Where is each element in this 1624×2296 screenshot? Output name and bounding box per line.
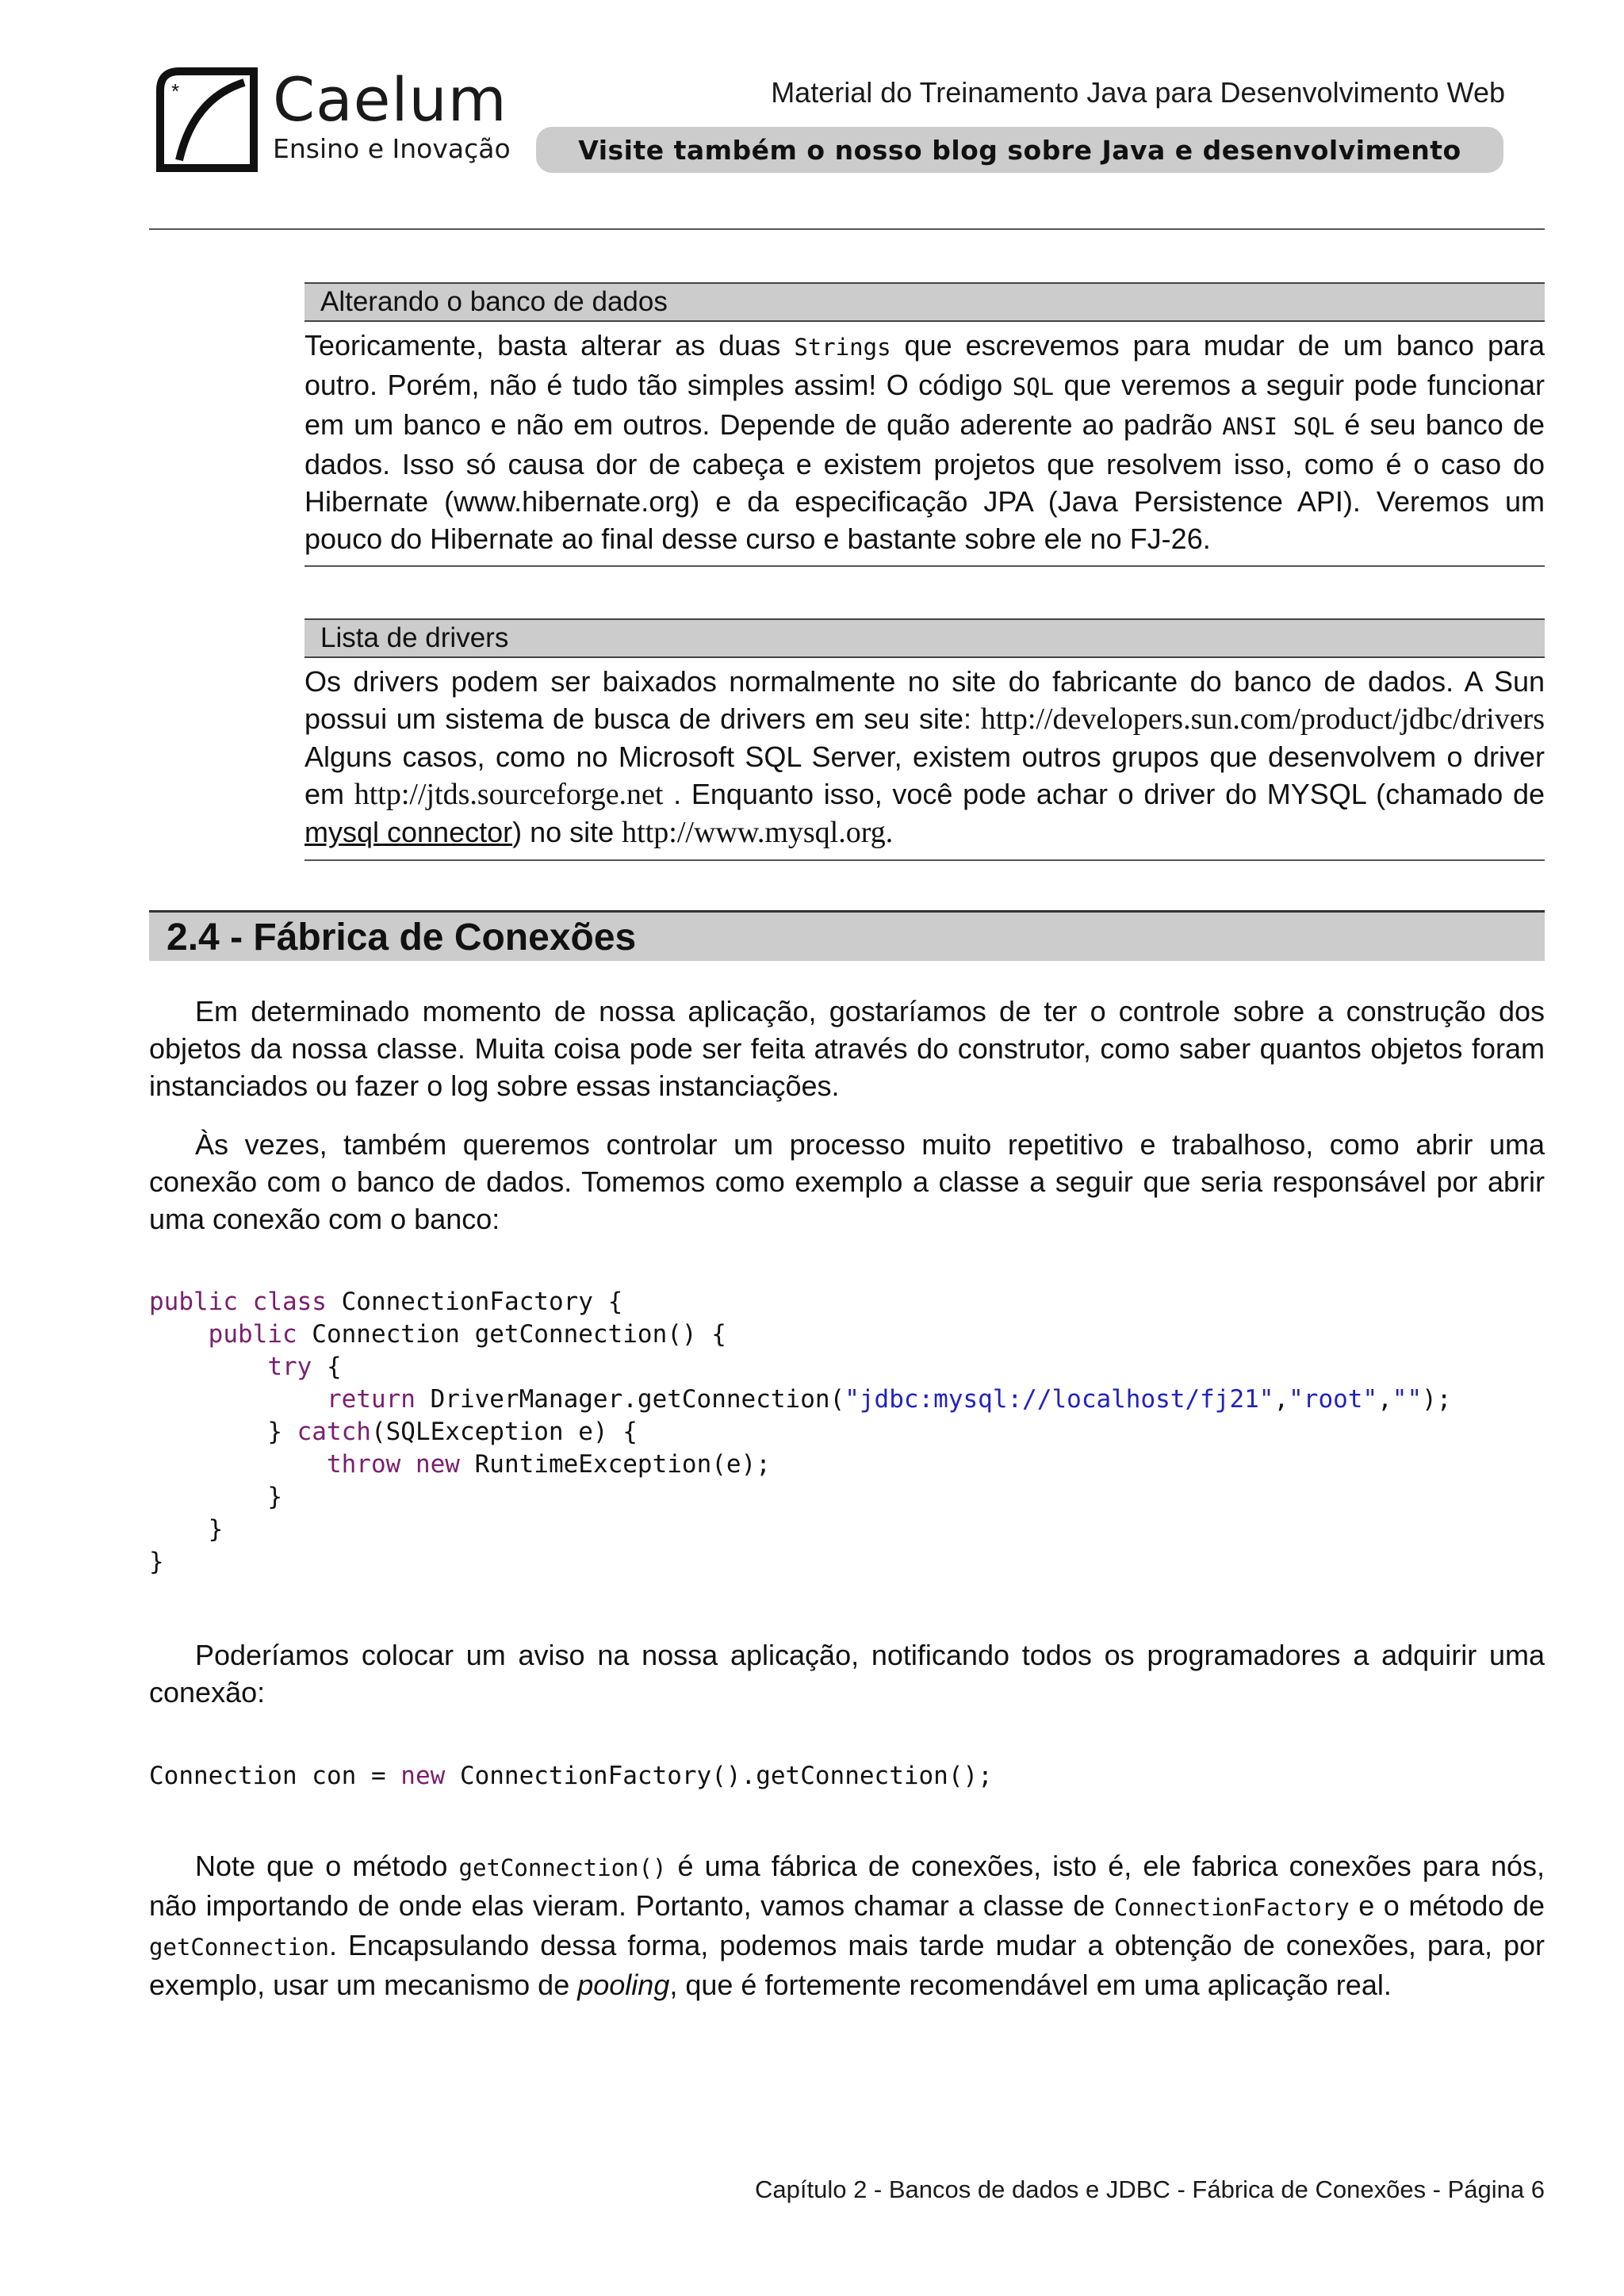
caelum-logo bbox=[155, 64, 511, 173]
link-sun-drivers[interactable]: http://developers.sun.com/product/jdbc/drivers bbox=[980, 702, 1545, 736]
svg-text:*: * bbox=[171, 79, 180, 103]
link-jtds[interactable]: http://jtds.sourceforge.net bbox=[354, 778, 664, 811]
note-box-database bbox=[304, 282, 1545, 567]
section-heading: 2.4 - Fábrica de Conexões bbox=[149, 910, 1545, 961]
inline-code: Strings bbox=[794, 334, 891, 361]
inline-code: ANSI SQL bbox=[1222, 413, 1335, 440]
paragraph-2: Às vezes, também queremos controlar um processo muito repetitivo e trabalhoso, como abrir uma conexão com o banco de dados. Tomemos como exemplo a classe a seguir que seria responsável por abrir uma conexão com o banco: bbox=[149, 1128, 1545, 1235]
inline-code: getConnection bbox=[149, 1934, 329, 1961]
note-box-drivers bbox=[304, 618, 1545, 861]
logo-name: Caelum bbox=[273, 64, 508, 135]
note-box-body: Os drivers podem ser baixados normalmente no site do fabricante do banco de dados. A Sun possui um sistema de busca de drivers em seu site: http://developers.sun.com/product/jdbc/drivers Alguns casos, como no Microsoft SQL Server, existem outros grupos que desenvolvem o driver em http://jtds.sourceforge.net . Enquanto isso, você pode achar o driver do MYSQL (chamado de mysql connector) no site http://www.mysql.org. bbox=[304, 665, 1545, 849]
blog-banner[interactable]: Visite também o nosso blog sobre Java e desenvolvimento bbox=[536, 127, 1503, 173]
paragraph-4: Note que o método getConnection() é uma fábrica de conexões, isto é, ele fabrica conexões para nós, não importando de onde elas vieram. Portanto, vamos chamar a classe de ConnectionFactory e o método de getConnection. Encapsulando dessa forma, podemos mais tarde mudar a obtenção de conexões, para, por exemplo, usar um mecanismo de pooling, que é fortemente recomendável em uma aplicação real. bbox=[149, 1850, 1545, 2001]
note-box-title: Lista de drivers bbox=[304, 618, 1545, 658]
header-title: Material do Treinamento Java para Desenvolvimento Web bbox=[771, 76, 1505, 109]
inline-code: SQL bbox=[1012, 373, 1055, 400]
caelum-logo-icon bbox=[155, 67, 259, 173]
paragraph-3: Poderíamos colocar um aviso na nossa aplicação, notificando todos os programadores a adquirir uma conexão: bbox=[149, 1639, 1545, 1709]
code-block-get-connection: Connection con = new ConnectionFactory().getConnection(); bbox=[149, 1762, 993, 1790]
link-mysql[interactable]: http://www.mysql.org. bbox=[622, 816, 894, 849]
note-box-body: Teoricamente, basta alterar as duas Strings que escrevemos para mudar de um banco para outro. Porém, não é tudo tão simples assim! O código SQL que veremos a seguir pode funcionar em um banco e não em outros. Depende de quão aderente ao padrão ANSI SQL é seu banco de dados. Isso só causa dor de cabeça e existem projetos que resolvem isso, como é o caso do Hibernate (www.hibernate.org) e da especificação JPA (Java Persistence API). Veremos um pouco do Hibernate ao final desse curso e bastante sobre ele no FJ-26. bbox=[304, 329, 1545, 555]
code-block-connection-factory: public class ConnectionFactory { public Connection getConnection() { try { return DriverManager.getConnection("jdbc:mysql://localhost/fj21","root",""); } catch(SQLException e) { throw new RuntimeException(e); } } } bbox=[149, 1288, 1452, 1576]
paragraph-1: Em determinado momento de nossa aplicação, gostaríamos de ter o controle sobre a construção dos objetos da nossa classe. Muita coisa pode ser feita através do construtor, como saber quantos objetos foram instanciados ou fazer o log sobre essas instanciações. bbox=[149, 995, 1545, 1102]
emphasis: pooling bbox=[577, 1969, 670, 2001]
inline-code: getConnection() bbox=[458, 1854, 667, 1881]
note-box-rule bbox=[304, 565, 1545, 567]
page-footer: Capítulo 2 - Bancos de dados e JDBC - Fábrica de Conexões - Página 6 bbox=[755, 2175, 1545, 2203]
header-divider bbox=[149, 228, 1545, 230]
note-box-title: Alterando o banco de dados bbox=[304, 282, 1545, 322]
inline-code: ConnectionFactory bbox=[1113, 1894, 1350, 1921]
note-box-rule bbox=[304, 859, 1545, 861]
underlined-term: mysql connector bbox=[304, 816, 513, 848]
logo-tagline: Ensino e Inovação bbox=[273, 133, 511, 164]
